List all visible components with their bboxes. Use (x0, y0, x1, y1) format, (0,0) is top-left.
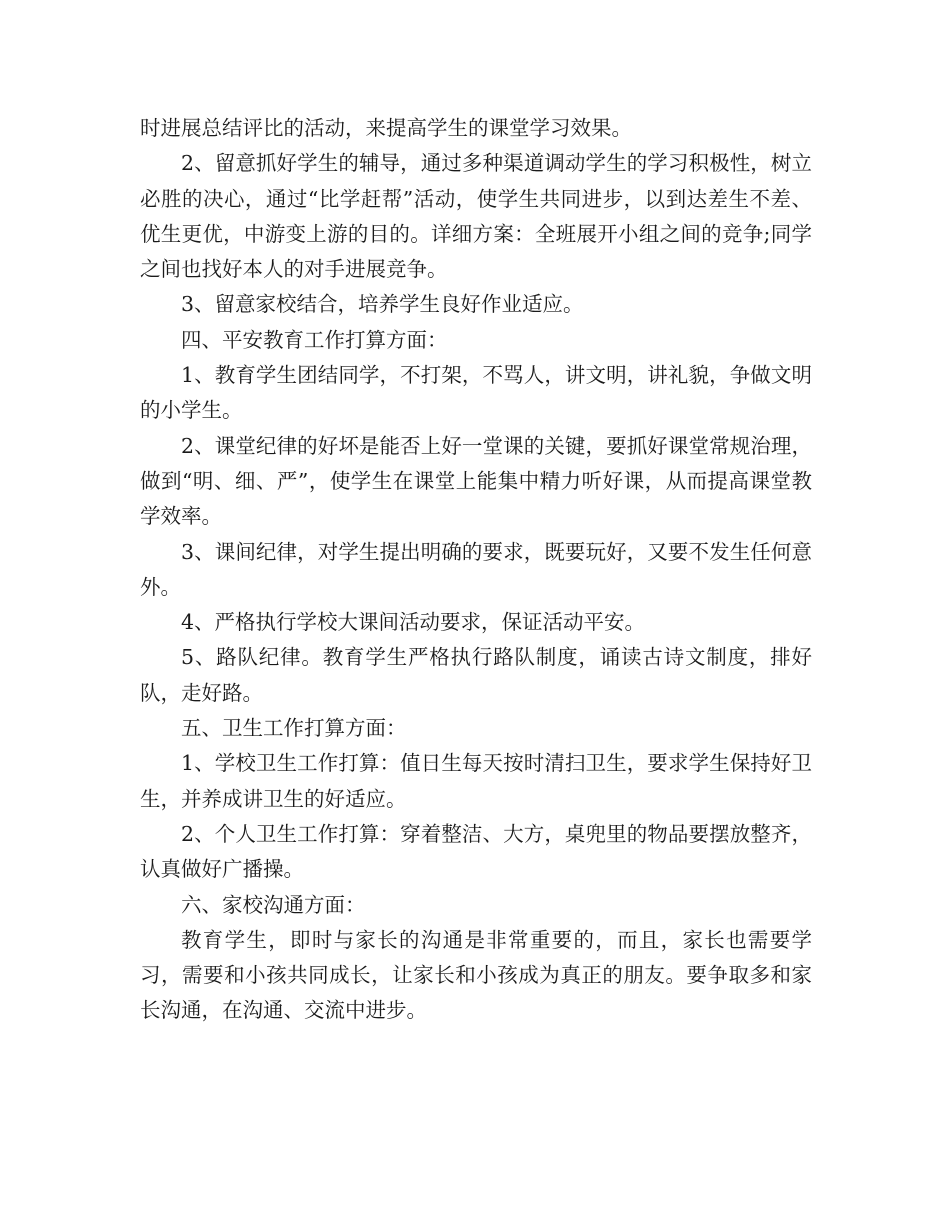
paragraph-item-2-tutoring: 2、留意抓好学生的辅导，通过多种渠道调动学生的学习积极性，树立必胜的决心，通过“比学赶帮”活动，使学生共同进步，以到达差生不差、优生更优，中游变上游的目的。详细方案：全班展开小组之间的竞争;同学之间也找好本人的对手进展竞争。 (140, 151, 812, 282)
section-heading-communication: 六、家校沟通方面： (181, 892, 366, 917)
paragraph-safety-2: 2、课堂纪律的好坏是能否上好一堂课的关键，要抓好课堂常规治理，做到“明、细、严”，使学生在课堂上能集中精力听好课，从而提高课堂教学效率。 (140, 433, 812, 529)
paragraph-safety-5: 5、路队纪律。教育学生严格执行路队制度，诵读古诗文制度，排好队，走好路。 (140, 645, 812, 705)
paragraph-communication: 教育学生，即时与家长的沟通是非常重要的，而且，家长也需要学习，需要和小孩共同成长，让家长和小孩成为真正的朋友。要争取多和家长沟通，在沟通、交流中进步。 (140, 927, 812, 1023)
paragraph-safety-4: 4、严格执行学校大课间活动要求，保证活动平安。 (181, 610, 646, 635)
paragraph-safety-1: 1、教育学生团结同学，不打架，不骂人，讲文明，讲礼貌，争做文明的小学生。 (140, 363, 812, 423)
section-heading-safety: 四、平安教育工作打算方面： (181, 327, 448, 352)
paragraph-continuation: 时进展总结评比的活动，来提高学生的课堂学习效果。 (140, 116, 632, 140)
paragraph-hygiene-2: 2、个人卫生工作打算：穿着整洁、大方，桌兜里的物品要摆放整齐，认真做好广播操。 (140, 821, 812, 882)
section-heading-hygiene: 五、卫生工作打算方面： (181, 716, 407, 741)
paragraph-hygiene-1: 1、学校卫生工作打算：值日生每天按时清扫卫生，要求学生保持好卫生，并养成讲卫生的好适应。 (140, 751, 812, 811)
document-body (140, 111, 812, 1029)
paragraph-safety-3: 3、课间纪律，对学生提出明确的要求，既要玩好，又要不发生任何意外。 (140, 539, 812, 599)
paragraph-item-3-home-school: 3、留意家校结合，培养学生良好作业适应。 (181, 292, 584, 317)
